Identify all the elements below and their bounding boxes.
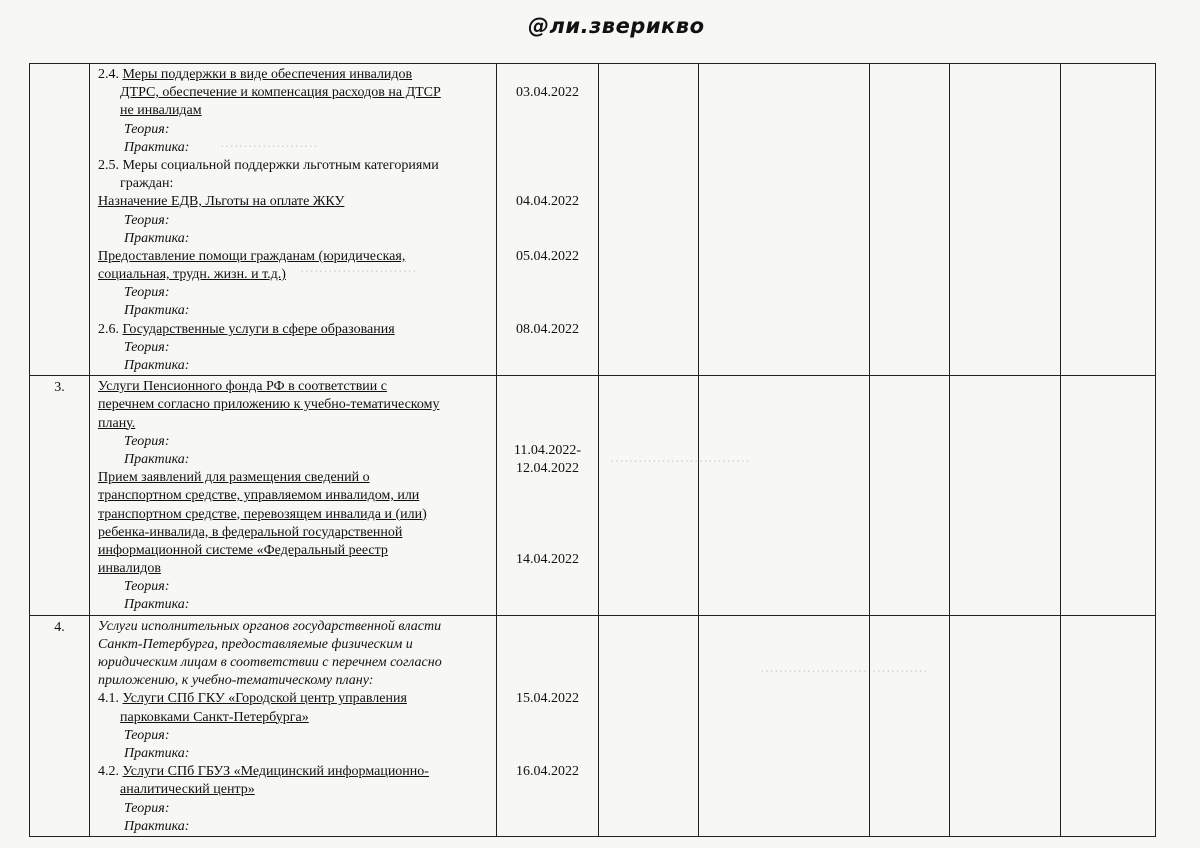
topic-text: аналитический центр» xyxy=(120,782,255,798)
item-number: 2.4. xyxy=(98,67,123,82)
topic-line xyxy=(98,230,492,248)
topic-subheading: Практика: xyxy=(124,303,190,319)
topic-text: Прием заявлений для размещения сведений о xyxy=(98,470,370,486)
lesson-date: 05.04.2022 xyxy=(516,249,579,264)
empty-cell xyxy=(870,64,950,376)
topic-cell xyxy=(90,376,497,615)
topic-line xyxy=(98,654,492,672)
topic-line xyxy=(98,266,492,284)
watermark-signature: @ли.зверикво xyxy=(528,14,705,38)
lesson-date: 16.04.2022 xyxy=(516,764,579,780)
date-cell xyxy=(497,615,599,836)
date-cell xyxy=(497,64,599,376)
topic-text: парковками Санкт-Петербурга» xyxy=(120,709,309,725)
topic-subheading: Практика: xyxy=(124,451,190,467)
bleed-through-text: ······························ xyxy=(610,455,750,470)
topic-line xyxy=(98,321,492,339)
topic-line xyxy=(98,84,492,102)
topic-text: транспортном средстве, перевозящем инвалида и (или) xyxy=(98,506,427,522)
topic-subheading: Практика: xyxy=(124,139,190,155)
lesson-date: 12.04.2022 xyxy=(516,461,579,477)
topic-text: не инвалидам xyxy=(120,103,202,119)
topic-subheading: Теория: xyxy=(124,800,170,816)
curriculum-table xyxy=(29,63,1156,837)
topic-line xyxy=(98,102,492,120)
topic-line xyxy=(98,175,492,193)
topic-subheading: Практика: xyxy=(124,597,190,613)
topic-line xyxy=(98,396,492,414)
topic-text: транспортном средстве, управляемом инвалидом, или xyxy=(98,488,420,504)
topic-subheading: Услуги исполнительных органов государственной власти xyxy=(98,618,442,634)
topic-subheading: Практика: xyxy=(124,230,190,246)
topic-line xyxy=(98,66,492,84)
topic-text: граждан: xyxy=(120,176,174,192)
lesson-date: 03.04.2022 xyxy=(516,85,579,101)
topic-line xyxy=(98,487,492,505)
topic-line xyxy=(98,578,492,596)
topic-cell xyxy=(90,64,497,376)
topic-line xyxy=(98,378,492,396)
topic-line xyxy=(98,763,492,781)
empty-cell xyxy=(699,615,870,836)
table-body xyxy=(30,64,1156,837)
item-number: 2.6. xyxy=(98,321,123,337)
topic-text: плану. xyxy=(98,415,136,431)
empty-cell xyxy=(699,376,870,615)
topic-line xyxy=(98,542,492,560)
empty-cell xyxy=(599,615,699,836)
bleed-through-text: ····················· xyxy=(220,140,318,155)
lesson-date: 14.04.2022 xyxy=(516,552,579,568)
topic-text: Назначение ЕДВ, Льготы на оплате ЖКУ xyxy=(98,194,345,210)
topic-text: Услуги СПб ГКУ «Городской центр управления xyxy=(122,691,407,707)
topic-subheading: Практика: xyxy=(124,745,190,761)
topic-line xyxy=(98,357,492,375)
empty-cell xyxy=(950,376,1061,615)
table-row xyxy=(30,64,1156,376)
topic-line xyxy=(98,339,492,357)
topic-subheading: приложению, к учебно-тематическому плану: xyxy=(98,673,374,689)
item-number: 4.1. xyxy=(98,691,123,707)
topic-subheading: Теория: xyxy=(124,121,170,137)
topic-line xyxy=(98,672,492,690)
topic-cell xyxy=(90,615,497,836)
topic-text: Предоставление помощи гражданам (юридическая, xyxy=(98,248,406,264)
empty-cell xyxy=(699,64,870,376)
topic-text: социальная, трудн. жизн. и т.д.) xyxy=(98,267,286,283)
bleed-through-text: ························· xyxy=(300,265,417,280)
topic-line xyxy=(98,248,492,266)
topic-line xyxy=(98,302,492,320)
topic-line xyxy=(98,709,492,727)
topic-line xyxy=(98,193,492,211)
topic-line xyxy=(98,727,492,745)
topic-line xyxy=(98,157,492,175)
topic-text: Государственные услуги в сфере образования xyxy=(122,321,395,337)
topic-subheading: Теория: xyxy=(124,433,170,449)
empty-cell xyxy=(1061,64,1156,376)
topic-subheading: Санкт-Петербурга, предоставляемые физическим и xyxy=(98,636,413,652)
topic-line xyxy=(98,506,492,524)
table-row xyxy=(30,376,1156,615)
empty-cell xyxy=(870,615,950,836)
topic-text: Меры социальной поддержки льготным категориями xyxy=(122,157,439,173)
topic-line xyxy=(98,433,492,451)
topic-line xyxy=(98,618,492,636)
topic-line xyxy=(98,636,492,654)
topic-subheading: Теория: xyxy=(124,579,170,595)
topic-line xyxy=(98,524,492,542)
lesson-date: 04.04.2022 xyxy=(516,194,579,210)
topic-line xyxy=(98,745,492,763)
bleed-through-text: ···································· xyxy=(760,665,928,680)
date-cell xyxy=(497,376,599,615)
topic-line xyxy=(98,139,492,157)
lesson-date: 11.04.2022- xyxy=(513,442,582,458)
topic-subheading: Теория: xyxy=(124,285,170,301)
row-number xyxy=(30,64,90,376)
item-number: 2.5. xyxy=(98,157,123,173)
empty-cell xyxy=(950,64,1061,376)
topic-subheading: Теория: xyxy=(124,212,170,228)
topic-text: Услуги СПб ГБУЗ «Медицинский информационно- xyxy=(122,764,429,780)
topic-line xyxy=(98,284,492,302)
topic-subheading: Практика: xyxy=(124,358,190,373)
lesson-date: 08.04.2022 xyxy=(516,321,579,337)
topic-subheading: Практика: xyxy=(124,818,190,834)
topic-line xyxy=(98,415,492,433)
topic-line xyxy=(98,121,492,139)
topic-line xyxy=(98,451,492,469)
topic-line xyxy=(98,212,492,230)
topic-line xyxy=(98,560,492,578)
empty-cell xyxy=(870,376,950,615)
empty-cell xyxy=(950,615,1061,836)
topic-subheading: юридическим лицам в соответствии с перечнем согласно xyxy=(98,655,442,670)
topic-text: ребенка-инвалида, в федеральной государственной xyxy=(98,524,403,540)
topic-line xyxy=(98,800,492,818)
empty-cell xyxy=(1061,615,1156,836)
topic-text: Услуги Пенсионного фонда РФ в соответствии с xyxy=(98,379,388,395)
topic-line xyxy=(98,469,492,487)
empty-cell xyxy=(599,64,699,376)
topic-subheading: Теория: xyxy=(124,339,170,355)
topic-line xyxy=(98,690,492,708)
topic-subheading: Теория: xyxy=(124,727,170,743)
topic-line xyxy=(98,596,492,614)
item-number: 4.2. xyxy=(98,764,123,780)
topic-line xyxy=(98,781,492,799)
empty-cell xyxy=(599,376,699,615)
topic-text: Меры поддержки в виде обеспечения инвалидов xyxy=(122,67,413,82)
row-number: 4. xyxy=(30,615,90,836)
topic-text: перечнем согласно приложению к учебно-тематическому xyxy=(98,397,440,413)
row-number: 3. xyxy=(30,376,90,615)
topic-text: инвалидов xyxy=(98,561,161,577)
empty-cell xyxy=(1061,376,1156,615)
topic-text: информационной системе «Федеральный реестр xyxy=(98,542,388,558)
topic-line xyxy=(98,818,492,836)
topic-text: ДТРС, обеспечение и компенсация расходов на ДТСР xyxy=(120,85,441,101)
lesson-date: 15.04.2022 xyxy=(516,691,579,707)
table-row xyxy=(30,615,1156,836)
